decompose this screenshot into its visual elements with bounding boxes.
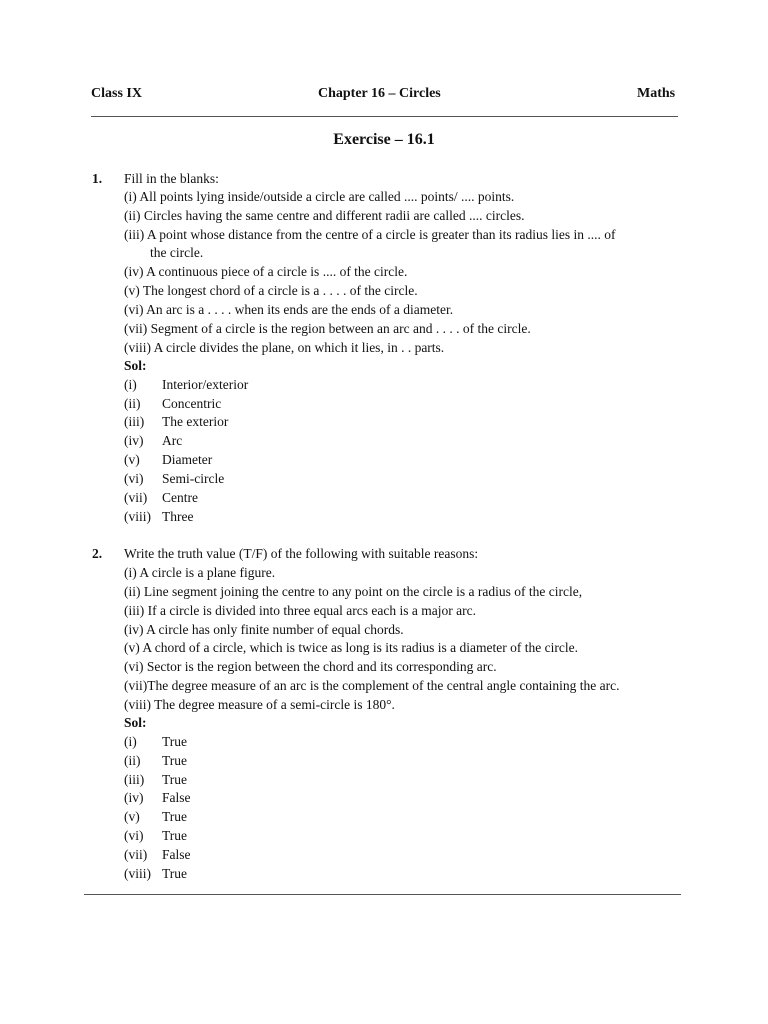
- q1-line: (iv) A continuous piece of a circle is .... of the circle.: [124, 264, 408, 279]
- header-class: Class IX: [91, 86, 142, 101]
- q1-line: (v) The longest chord of a circle is a . . . . of the circle.: [124, 283, 418, 298]
- answer-roman: (ii): [124, 753, 141, 768]
- answer-value: Centre: [162, 490, 198, 505]
- answer-value: True: [162, 866, 188, 881]
- answer-value: Concentric: [162, 396, 222, 411]
- q2-line: (vii)The degree measure of an arc is the complement of the central angle containing the arc.: [124, 678, 620, 693]
- answer-roman: (iv): [124, 433, 144, 448]
- answer-value: Interior/exterior: [162, 377, 249, 392]
- q1-line: (i) All points lying inside/outside a circle are called .... points/ .... points.: [124, 189, 515, 204]
- answer-roman: (vi): [124, 471, 144, 486]
- answer-value: Arc: [162, 433, 183, 448]
- q1-solution-label: Sol:: [124, 358, 147, 373]
- q2-line: (viii) The degree measure of a semi-circle is 180°.: [124, 697, 395, 712]
- answer-value: True: [162, 772, 188, 787]
- q2-line: (i) A circle is a plane figure.: [124, 565, 276, 580]
- question-1-number: 1.: [92, 171, 103, 186]
- answer-value: The exterior: [162, 414, 229, 429]
- answer-roman: (viii): [124, 509, 151, 524]
- answer-roman: (ii): [124, 396, 141, 411]
- q2-line: (ii) Line segment joining the centre to any point on the circle is a radius of the circle,: [124, 584, 583, 599]
- q1-line: (ii) Circles having the same centre and different radii are called .... circles.: [124, 208, 525, 223]
- answer-value: True: [162, 734, 188, 749]
- q2-line: (iii) If a circle is divided into three equal arcs each is a major arc.: [124, 603, 476, 618]
- exercise-title: Exercise – 16.1: [333, 131, 435, 148]
- answer-roman: (v): [124, 809, 140, 824]
- q1-line: the circle.: [150, 245, 204, 260]
- answer-roman: (iii): [124, 772, 145, 787]
- question-2-number: 2.: [92, 546, 103, 561]
- answer-value: True: [162, 753, 188, 768]
- answer-roman: (i): [124, 377, 137, 392]
- answer-value: Three: [162, 509, 194, 524]
- answer-value: False: [162, 847, 191, 862]
- header-subject: Maths: [637, 86, 676, 101]
- q1-line: Fill in the blanks:: [124, 171, 219, 186]
- answer-roman: (vii): [124, 490, 148, 505]
- q1-line: (iii) A point whose distance from the centre of a circle is greater than its radius lies in .... of: [124, 227, 616, 242]
- answer-value: Semi-circle: [162, 471, 225, 486]
- q1-line: (vi) An arc is a . . . . when its ends are the ends of a diameter.: [124, 302, 454, 317]
- answer-roman: (viii): [124, 866, 151, 881]
- q1-line: (viii) A circle divides the plane, on which it lies, in . . parts.: [124, 340, 445, 355]
- q2-line: (v) A chord of a circle, which is twice as long is its radius is a diameter of the circle.: [124, 640, 578, 655]
- q1-line: (vii) Segment of a circle is the region between an arc and . . . . of the circle.: [124, 321, 531, 336]
- header-divider: [91, 116, 678, 117]
- answer-roman: (iii): [124, 414, 145, 429]
- answer-value: True: [162, 828, 188, 843]
- q2-solution-label: Sol:: [124, 715, 147, 730]
- answer-roman: (v): [124, 452, 140, 467]
- answer-value: False: [162, 790, 191, 805]
- q2-line: (iv) A circle has only finite number of equal chords.: [124, 622, 404, 637]
- q2-line: (vi) Sector is the region between the chord and its corresponding arc.: [124, 659, 497, 674]
- q2-line: Write the truth value (T/F) of the following with suitable reasons:: [124, 546, 479, 561]
- answer-value: True: [162, 809, 188, 824]
- answer-roman: (i): [124, 734, 137, 749]
- header-chapter: Chapter 16 – Circles: [318, 86, 441, 101]
- footer-divider: [84, 894, 681, 895]
- answer-value: Diameter: [162, 452, 213, 467]
- answer-roman: (vii): [124, 847, 148, 862]
- answer-roman: (vi): [124, 828, 144, 843]
- answer-roman: (iv): [124, 790, 144, 805]
